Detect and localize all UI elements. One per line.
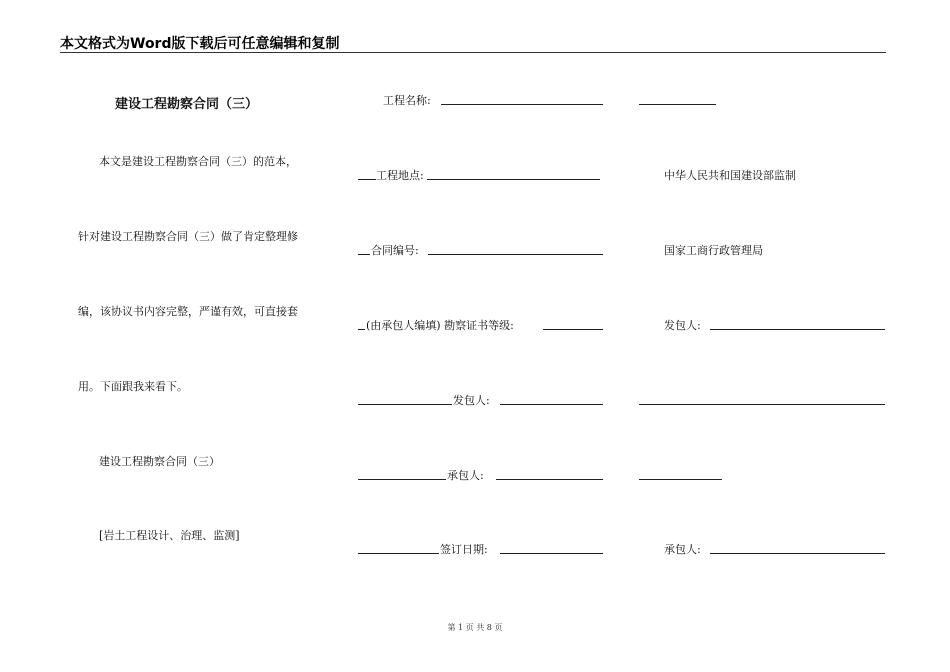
underline-prefix (358, 329, 365, 330)
issuer-field[interactable] (500, 404, 603, 405)
blank-field[interactable] (639, 104, 716, 105)
intro-line-2: 针对建设工程勘察合同（三）做了肯定整理修 (78, 230, 298, 243)
intro-line-3: 编，该协议书内容完整，严谨有效，可直接套 (78, 305, 298, 318)
blank-field[interactable] (639, 404, 885, 405)
contract-subtitle: 建设工程勘察合同（三） (99, 455, 220, 468)
underline-prefix (358, 254, 370, 255)
cert-grade-label: (由承包人编填) 勘察证书等级: (366, 319, 514, 332)
contract-title: 建设工程勘察合同（三） (115, 97, 259, 112)
contractor-label: 承包人: (447, 469, 484, 482)
issuer-seal-field[interactable] (358, 404, 452, 405)
underline-prefix (358, 179, 376, 180)
sign-date-label: 签订日期: (440, 543, 488, 556)
contract-number-label: 合同编号: (371, 244, 419, 257)
right-contractor-field[interactable] (710, 553, 885, 554)
supervisor-line-1: 中华人民共和国建设部监制 (664, 169, 796, 182)
right-contractor-label: 承包人: (664, 543, 701, 556)
intro-line-4: 用。下面跟我来看下。 (78, 380, 188, 393)
cert-grade-field[interactable] (543, 329, 603, 330)
page-footer: 第 1 页 共 8 页 (447, 623, 503, 632)
intro-line-1: 本文是建设工程勘察合同（三）的范本， (99, 155, 297, 168)
project-location-label: 工程地点: (376, 169, 424, 182)
project-name-field[interactable] (441, 104, 603, 105)
blank-field[interactable] (639, 479, 722, 480)
project-name-label: 工程名称: (383, 94, 431, 107)
right-issuer-label: 发包人: (664, 319, 701, 332)
right-issuer-field[interactable] (710, 329, 885, 330)
scope-note: [岩土工程设计、治理、监测] (99, 529, 240, 542)
sign-date-prefix-field[interactable] (358, 553, 439, 554)
issuer-label: 发包人: (453, 394, 490, 407)
document-header: 本文格式为Word版下载后可任意编辑和复制 (60, 36, 340, 52)
header-rule (60, 52, 886, 53)
sign-date-field[interactable] (500, 553, 603, 554)
supervisor-line-2: 国家工商行政管理局 (664, 244, 763, 257)
project-location-field[interactable] (427, 179, 600, 180)
contractor-seal-field[interactable] (358, 479, 446, 480)
contract-number-field[interactable] (428, 254, 603, 255)
contractor-field[interactable] (496, 479, 603, 480)
